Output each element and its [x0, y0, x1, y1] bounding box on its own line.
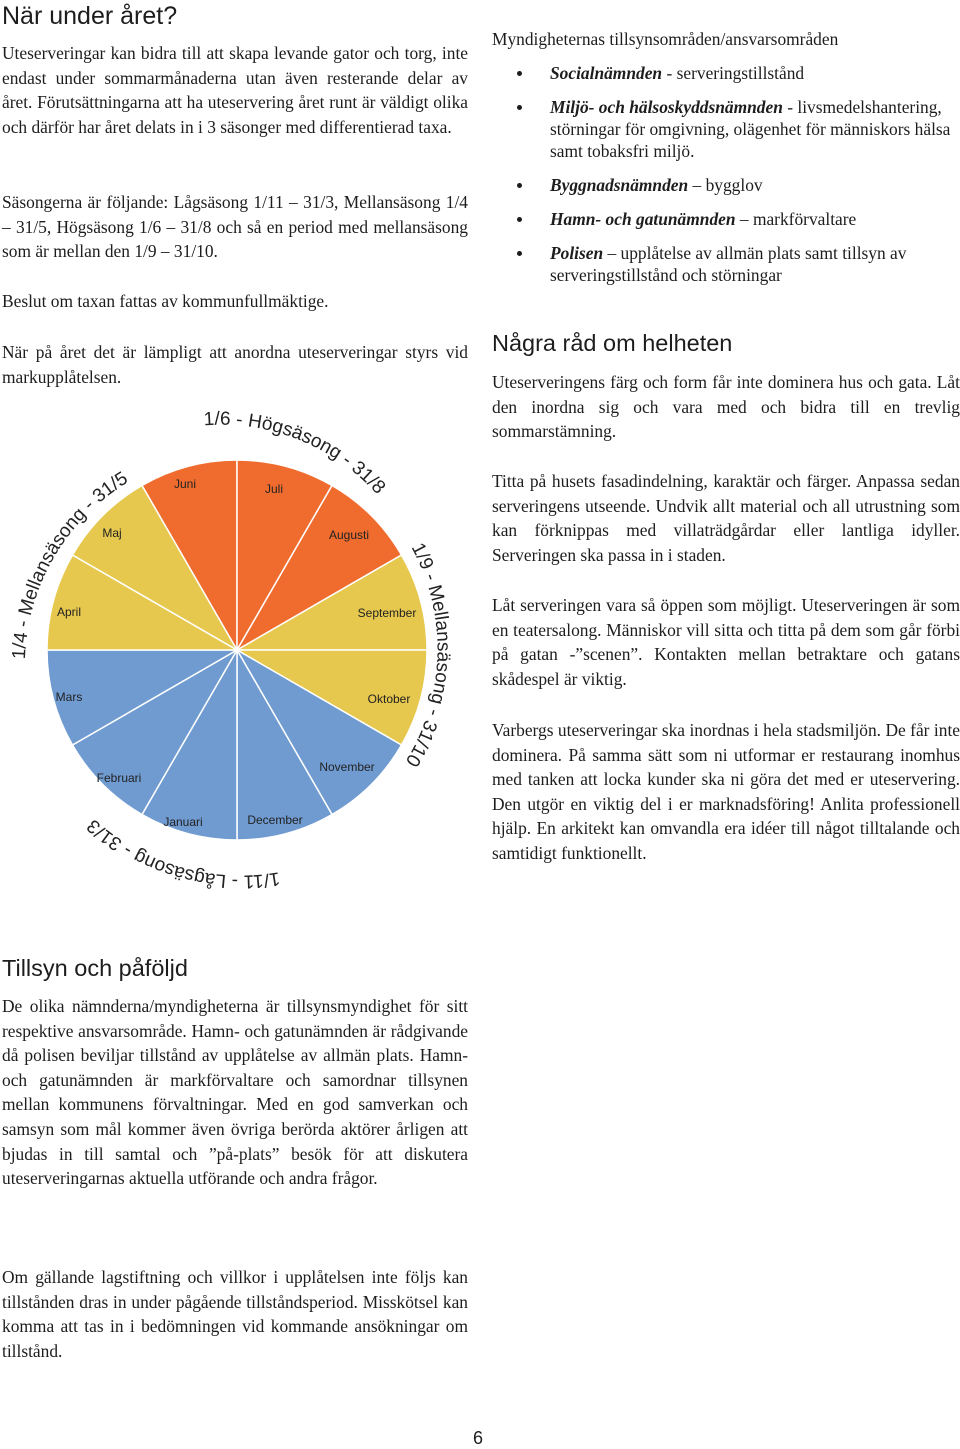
month-label: December	[247, 813, 303, 827]
advice-paragraph-4: Varbergs uteserveringar ska inordnas i hela stadsmiljön. De får inte dominera. På samma sätt som ni utformar er restaurang inomhus med tanken att locka kunder ska ni göra det med er uteservering. Den utgör en viktig del i er marknadsföring! Anlita professionell hjälp. En arkitekt kan omvandla era idéer till något tilltalande och samtidigt funktionellt.	[492, 720, 960, 863]
authority-name: Socialnämnden	[550, 63, 663, 83]
heading-tillsyn: Tillsyn och påföljd	[2, 955, 188, 981]
paragraph-intro: Uteserveringar kan bidra till att skapa levande gator och torg, inte endast under sommarmånaderna utan även resterande delar av året. Förutsättningarna att ha uteservering året runt är väldigt olika och därför har året delats in i 3 säsonger med differentierad taxa.	[2, 43, 468, 137]
month-label: Maj	[102, 526, 122, 540]
authority-name: Hamn- och gatunämnden	[550, 209, 736, 229]
authority-responsibility: - livsmedelshantering, störningar för omgivning, olägenhet för människors hälsa samt tobaksfri miljö.	[550, 97, 951, 161]
paragraph-tillsyn: De olika nämnderna/myndigheterna är tillsynsmyndighet för sitt respektive ansvarsområde. Hamn- och gatunämnden är rådgivande då polisen beviljar tillstånd av upplåtelse av allmän plats. Hamn- och gatunämnden är markförvaltare och samordnar tillsynen mellan kommunens förvaltningar. Med en god samverkan och samsyn som mål kommer även övriga berörda aktörer årligen att bjudas in till samtal och ”på-plats” besök för att diskutera uteserveringarnas aktuella utförande och andra frågor.	[2, 996, 468, 1189]
advice-paragraph-1: Uteserveringens färg och form får inte dominera hus och gata. Låt den inordna sig och vara med och bidra till en trevlig sommarstämning.	[492, 372, 960, 442]
page-number: 6	[473, 1428, 484, 1448]
arc-label-mellansasong-autumn: 1/9 - Mellansäsong - 31/10	[400, 539, 454, 771]
authority-item	[492, 96, 960, 162]
authority-name: Miljö- och hälsoskyddsnämnden	[550, 97, 783, 117]
month-label: Juni	[173, 477, 197, 491]
authority-name: Polisen	[550, 243, 604, 263]
authority-responsibility: - serveringstillstånd	[662, 63, 805, 83]
arc-label-lagsasong: 1/11 - Lågsäsong - 31/3	[83, 814, 282, 892]
authority-item	[492, 174, 960, 196]
heading-nagra-rad: Några råd om helheten	[492, 330, 733, 356]
paragraph-seasons: Säsongerna är följande: Lågsäsong 1/11 – 31/3, Mellansäsong 1/4 – 31/5, Högsäsong 1/6 – 31/8 och så en period med mellansäsong som är mellan den 1/9 – 31/10.	[2, 192, 468, 262]
bullet-icon	[517, 251, 522, 256]
month-label: September	[357, 606, 417, 620]
paragraph-decision: Beslut om taxan fattas av kommunfullmäktige.	[2, 291, 329, 311]
authorities-list	[492, 62, 960, 298]
authority-item	[492, 208, 960, 230]
advice-paragraph-2: Titta på husets fasadindelning, karaktär och färger. Anpassa sedan serveringens utseende. Undvik allt material och all utrustning som kan förknippas med villaträdgårdar eller lantliga idyller. Serveringen ska passa in i staden.	[492, 471, 960, 565]
authority-item	[492, 62, 960, 84]
bullet-icon	[517, 71, 522, 76]
month-label: November	[319, 760, 375, 774]
month-label: Mars	[55, 690, 83, 704]
arc-label-hogsasong: 1/6 - Högsäsong - 31/8	[203, 408, 390, 499]
bullet-icon	[517, 183, 522, 188]
season-wheel	[0, 395, 470, 895]
authority-responsibility: – upplåtelse av allmän plats samt tillsyn av serveringstillstånd och störningar	[550, 243, 907, 285]
bullet-icon	[517, 217, 522, 222]
month-label: Februari	[96, 771, 142, 785]
authority-name: Byggnadsnämnden	[550, 175, 689, 195]
authorities-heading: Myndigheternas tillsynsområden/ansvarsområden	[492, 29, 839, 49]
month-label: Augusti	[328, 528, 370, 542]
paragraph-timing: När på året det är lämpligt att anordna uteserveringar styrs vid markupplåtelsen.	[2, 342, 468, 387]
arc-label-mellansasong-spring: 1/4 - Mellansäsong - 31/5	[8, 467, 132, 660]
month-label: Januari	[163, 815, 203, 829]
advice-paragraph-3: Låt serveringen vara så öppen som möjligt. Uteserveringen är som en teatersalong. Människor vill sitta och titta på dem som går förbi på gatan -”scenen”. Kontakten mellan betraktare och gatans skådespel är viktig.	[492, 595, 960, 689]
heading-nar-under-aret: När under året?	[2, 2, 178, 30]
paragraph-pafoljd: Om gällande lagstiftning och villkor i upplåtelsen inte följs kan tillstånden dras in under pågående tillståndsperiod. Misskötsel kan komma att tas in i bedömningen vid kommande ansökningar om tillstånd.	[2, 1267, 468, 1361]
authority-responsibility: – markförvaltare	[735, 209, 857, 229]
authority-item	[492, 242, 960, 286]
month-label: Oktober	[367, 692, 411, 706]
bullet-icon	[517, 105, 522, 110]
month-label: Juli	[264, 482, 284, 496]
month-label: April	[56, 605, 82, 619]
authority-responsibility: – bygglov	[688, 175, 763, 195]
